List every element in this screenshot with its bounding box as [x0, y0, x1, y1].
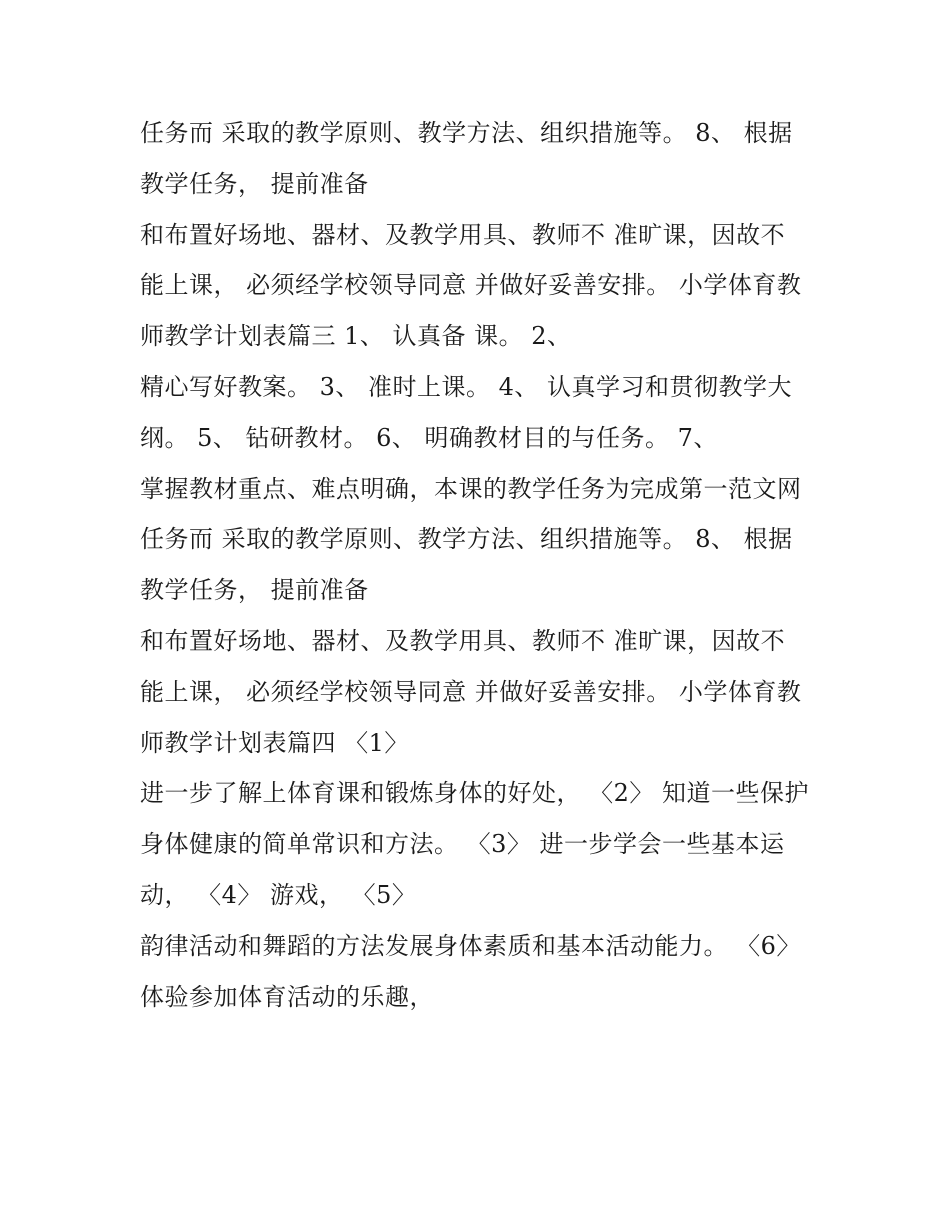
text-line: 体验参加体育活动的乐趣， [140, 982, 434, 1011]
body-text [140, 108, 830, 1022]
text-line: 和布置好场地、器材、及教学用具、教师不 准旷课，因故不 [140, 220, 786, 249]
text-line: 身体健康的简单常识和方法。 〈3〉 进一步学会一些基本运 [140, 830, 785, 859]
text-line: 动， 〈4〉 游戏， 〈5〉 [140, 880, 417, 909]
text-line: 精心写好教案。 3、 准时上课。 4、 认真学习和贯彻教学大 [140, 372, 793, 401]
text-line: 进一步了解上体育课和锻炼身体的好处， 〈2〉 知道一些保护 [140, 779, 810, 808]
text-line: 教学任务， 提前准备 [140, 576, 369, 605]
text-line: 和布置好场地、器材、及教学用具、教师不 准旷课，因故不 [140, 626, 786, 655]
text-line: 能上课， 必须经学校领导同意 并做好妥善安排。 小学体育教 [140, 271, 802, 300]
text-line: 师教学计划表篇三 1、 认真备 课。 2、 [140, 322, 572, 351]
text-line: 能上课， 必须经学校领导同意 并做好妥善安排。 小学体育教 [140, 677, 802, 706]
text-line: 韵律活动和舞蹈的方法发展身体素质和基本活动能力。 〈6〉 [140, 931, 801, 960]
text-line: 任务而 采取的教学原则、教学方法、组织措施等。 8、 根据 [140, 119, 793, 147]
text-line: 掌握教材重点、难点明确，本课的教学任务为完成第一范文网 [140, 474, 802, 503]
text-line: 纲。 5、 钻研教材。 6、 明确教材目的与任务。 7、 [140, 423, 718, 452]
text-line: 任务而 采取的教学原则、教学方法、组织措施等。 8、 根据 [140, 525, 793, 554]
text-line: 教学任务， 提前准备 [140, 169, 369, 198]
text-line: 师教学计划表篇四 〈1〉 [140, 728, 409, 757]
